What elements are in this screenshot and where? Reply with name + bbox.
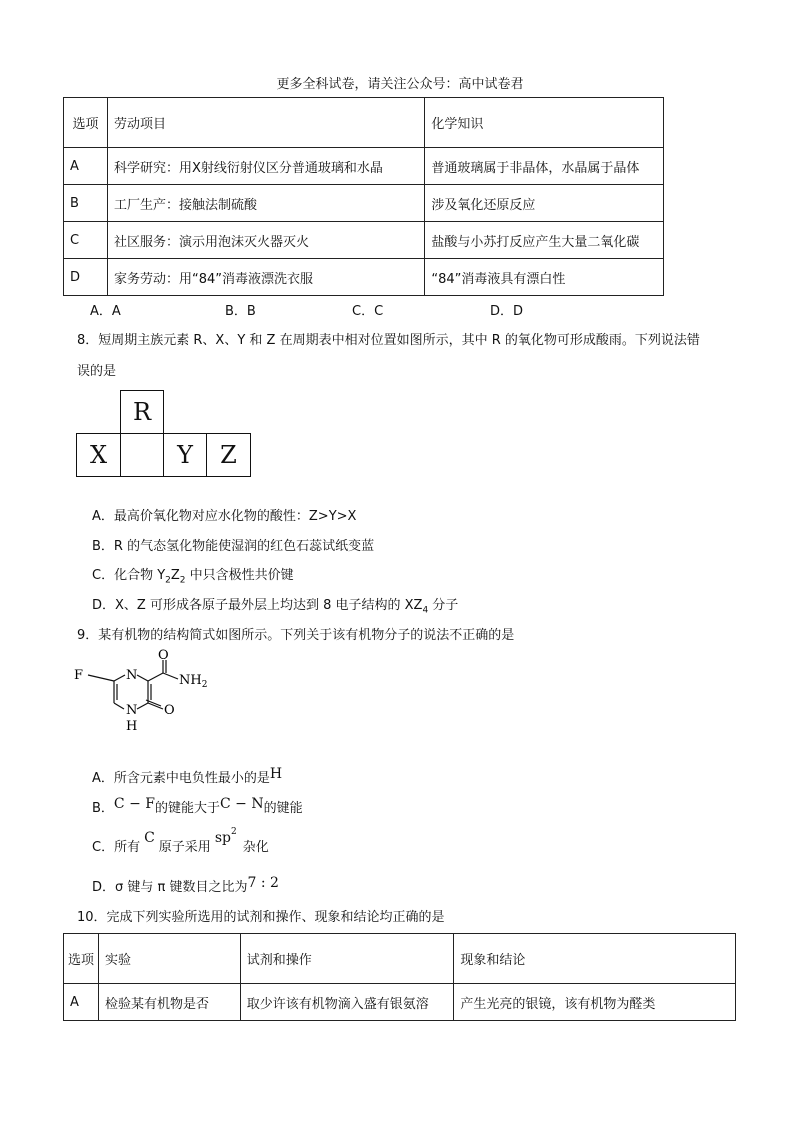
math-sup: 2 — [230, 827, 237, 837]
table-header-row — [64, 98, 664, 148]
table-cell: 涉及氧化还原反应 — [425, 185, 664, 222]
table-cell: B — [64, 185, 108, 222]
math-cn: C − N — [220, 796, 264, 812]
header-cell: 化学知识 — [425, 98, 664, 148]
grid-cell-z: Z — [206, 433, 251, 477]
table-row — [64, 222, 664, 259]
text: 分子 — [428, 598, 459, 613]
q9-option-a — [92, 767, 282, 786]
text: A．所含元素中电负性最小的是 — [92, 771, 270, 786]
q8-stem-line2: 误的是 — [77, 364, 117, 379]
q9-option-c — [92, 827, 269, 855]
q8-stem-line1: 8．短周期主族元素 R、X、Y 和 Z 在周期表中相对位置如图所示，其中 R 的氧化物可形成酸雨。下列说法错 — [77, 333, 700, 348]
atom-n-top: N — [126, 668, 138, 683]
option-c: C．C — [352, 304, 384, 319]
table-row — [64, 984, 736, 1021]
table-header-row — [64, 934, 736, 984]
table-row — [64, 259, 664, 296]
q8-option-b: B．R 的气态氢化物能使湿润的红色石蕊试纸变蓝 — [92, 539, 375, 554]
nh-text: NH — [179, 673, 202, 688]
header-cell: 选项 — [64, 98, 108, 148]
atom-n-bottom: N — [126, 703, 138, 718]
text: 的键能大于 — [154, 801, 220, 816]
text: D．σ 键与 π 键数目之比为 — [92, 880, 248, 895]
table-cell: A — [64, 984, 99, 1021]
q8-option-c — [92, 564, 294, 586]
math-sp: sp — [214, 830, 231, 846]
q9-stem: 9．某有机物的结构简式如图所示。下列关于该有机物分子的说法不正确的是 — [77, 628, 515, 643]
header-cell: 选项 — [64, 934, 99, 984]
table-cell: 取少许该有机物滴入盛有银氨溶 — [240, 984, 454, 1021]
text: Z — [170, 568, 180, 583]
atom-f: F — [74, 668, 84, 683]
text: D．X、Z 可形成各原子最外层上均达到 8 电子结构的 XZ — [92, 598, 423, 613]
page-header: 更多全科试卷，请关注公众号：高中试卷君 — [276, 77, 524, 92]
grid-cell-empty — [120, 433, 164, 477]
header-cell: 劳动项目 — [107, 98, 424, 148]
q8-option-a: A．最高价氧化物对应水化物的酸性：Z>Y>X — [92, 509, 357, 524]
math-h: H — [269, 766, 283, 782]
table-cell: 盐酸与小苏打反应产生大量二氧化碳 — [425, 222, 664, 259]
math-c: C — [144, 830, 155, 846]
math-ratio: 7 : 2 — [247, 875, 279, 891]
grid-cell-x: X — [76, 433, 121, 477]
table-row — [64, 185, 664, 222]
atom-o-carbonyl: O — [164, 703, 175, 718]
subscript: 4 — [422, 605, 429, 616]
header-cell: 试剂和操作 — [240, 934, 454, 984]
q10-table — [63, 933, 736, 1021]
q9-option-d — [92, 876, 279, 895]
table-cell: A — [64, 148, 108, 185]
option-b: B．B — [225, 304, 256, 319]
q7-table — [63, 97, 664, 296]
math-cf: C − F — [113, 796, 155, 812]
molecule-structure — [68, 648, 208, 740]
table-cell: 家务劳动：用“84”消毒液漂洗衣服 — [107, 259, 424, 296]
option-d: D．D — [490, 304, 524, 319]
text: B． — [92, 801, 114, 816]
subscript: 2 — [179, 575, 186, 586]
atom-nh2 — [179, 673, 207, 690]
q9-option-b — [92, 797, 303, 816]
q10-stem: 10．完成下列实验所选用的试剂和操作、现象和结论均正确的是 — [77, 910, 445, 925]
table-cell: D — [64, 259, 108, 296]
text: 中只含极性共价键 — [185, 568, 294, 583]
nh2-subscript: 2 — [201, 680, 208, 690]
atom-h: H — [126, 719, 138, 734]
table-cell: C — [64, 222, 108, 259]
q8-option-d — [92, 594, 458, 616]
text: 的键能 — [263, 801, 303, 816]
table-cell: 科学研究：用X射线衍射仪区分普通玻璃和水晶 — [107, 148, 424, 185]
header-cell: 实验 — [98, 934, 240, 984]
subscript: 2 — [165, 575, 171, 586]
text: C．化合物 Y — [92, 568, 166, 583]
table-cell: 社区服务：演示用泡沫灭火器灭火 — [107, 222, 424, 259]
table-cell: 产生光亮的银镜，该有机物为醛类 — [454, 984, 736, 1021]
table-row — [64, 148, 664, 185]
text: 杂化 — [242, 840, 269, 855]
table-cell: 工厂生产：接触法制硫酸 — [107, 185, 424, 222]
grid-cell-y: Y — [163, 433, 207, 477]
table-cell: 普通玻璃属于非晶体，水晶属于晶体 — [425, 148, 664, 185]
text: 原子采用 — [158, 840, 211, 855]
table-cell: 检验某有机物是否 — [98, 984, 240, 1021]
grid-cell-r: R — [120, 390, 164, 434]
option-a: A．A — [90, 304, 121, 319]
atom-o-amide: O — [158, 648, 169, 663]
table-cell: “84”消毒液具有漂白性 — [425, 259, 664, 296]
header-cell: 现象和结论 — [454, 934, 736, 984]
text: C．所有 — [92, 840, 141, 855]
